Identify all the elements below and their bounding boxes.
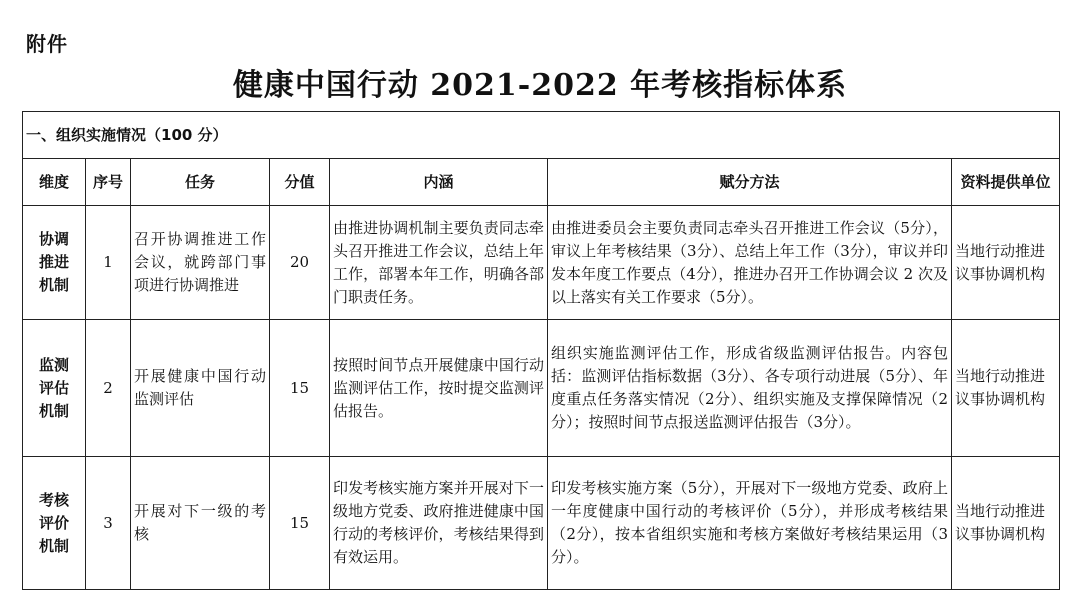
unit-cell: 当地行动推进议事协调机构	[952, 320, 1060, 457]
dimension-cell	[23, 206, 86, 320]
dimension-line: 机制	[38, 401, 69, 420]
column-header-method: 赋分方法	[548, 159, 952, 206]
section-header-row	[23, 112, 1060, 159]
method-cell: 印发考核实施方案（5分），开展对下一级地方党委、政府上一年度健康中国行动的考核评价（5分），并形成考核结果（2分），按本省组织实施和考核方案做好考核结果运用（3分）。	[548, 457, 952, 590]
attachment-label: 附件	[26, 32, 68, 56]
content-cell: 由推进协调机制主要负责同志牵头召开推进工作会议，总结上年工作，部署本年工作，明确各部门职责任务。	[330, 206, 548, 320]
table-row	[23, 457, 1060, 590]
dimension-line: 机制	[38, 536, 69, 555]
column-header-number: 序号	[86, 159, 131, 206]
task-cell: 开展对下一级的考核	[131, 457, 270, 590]
column-header-task: 任务	[131, 159, 270, 206]
table-row	[23, 206, 1060, 320]
dimension-cell	[23, 457, 86, 590]
task-cell: 召开协调推进工作会议，就跨部门事项进行协调推进	[131, 206, 270, 320]
method-cell: 组织实施监测评估工作，形成省级监测评估报告。内容包括：监测评估指标数据（3分）、各专项行动进展（5分）、年度重点任务落实情况（2分）、组织实施及支撑保障情况（2分）；按照时间节点报送监测评估报告（3分）。	[548, 320, 952, 457]
score-cell: 15	[270, 320, 330, 457]
column-header-row	[23, 159, 1060, 206]
column-header-unit: 资料提供单位	[952, 159, 1060, 206]
content-cell: 印发考核实施方案并开展对下一级地方党委、政府推进健康中国行动的考核评价，考核结果得到有效运用。	[330, 457, 548, 590]
indicator-table	[22, 111, 1060, 590]
task-cell: 开展健康中国行动监测评估	[131, 320, 270, 457]
number-cell: 3	[86, 457, 131, 590]
content-cell: 按照时间节点开展健康中国行动监测评估工作，按时提交监测评估报告。	[330, 320, 548, 457]
number-cell: 1	[86, 206, 131, 320]
column-header-dimension: 维度	[23, 159, 86, 206]
score-cell: 20	[270, 206, 330, 320]
dimension-line: 评估	[38, 378, 69, 397]
dimension-line: 评价	[38, 513, 69, 532]
dimension-line: 协调	[38, 230, 69, 248]
number-cell: 2	[86, 320, 131, 457]
unit-cell: 当地行动推进议事协调机构	[952, 457, 1060, 590]
unit-cell: 当地行动推进议事协调机构	[952, 206, 1060, 320]
column-header-score: 分值	[270, 159, 330, 206]
column-header-content: 内涵	[330, 159, 548, 206]
dimension-line: 监测	[38, 355, 69, 374]
document-title: 健康中国行动 2021-2022 年考核指标体系	[232, 68, 848, 103]
section-label: 一、组织实施情况（100 分）	[23, 112, 1060, 159]
dimension-line: 机制	[38, 276, 69, 294]
dimension-cell	[23, 320, 86, 457]
score-cell: 15	[270, 457, 330, 590]
method-cell: 由推进委员会主要负责同志牵头召开推进工作会议（5分），审议上年考核结果（3分）、总结上年工作（3分），审议并印发本年度工作要点（4分），推进办召开工作协调会议 2 次及以上落实有关工作要求（5分）。	[548, 206, 952, 320]
dimension-line: 推进	[38, 253, 69, 271]
table-row	[23, 320, 1060, 457]
dimension-line: 考核	[38, 490, 69, 509]
